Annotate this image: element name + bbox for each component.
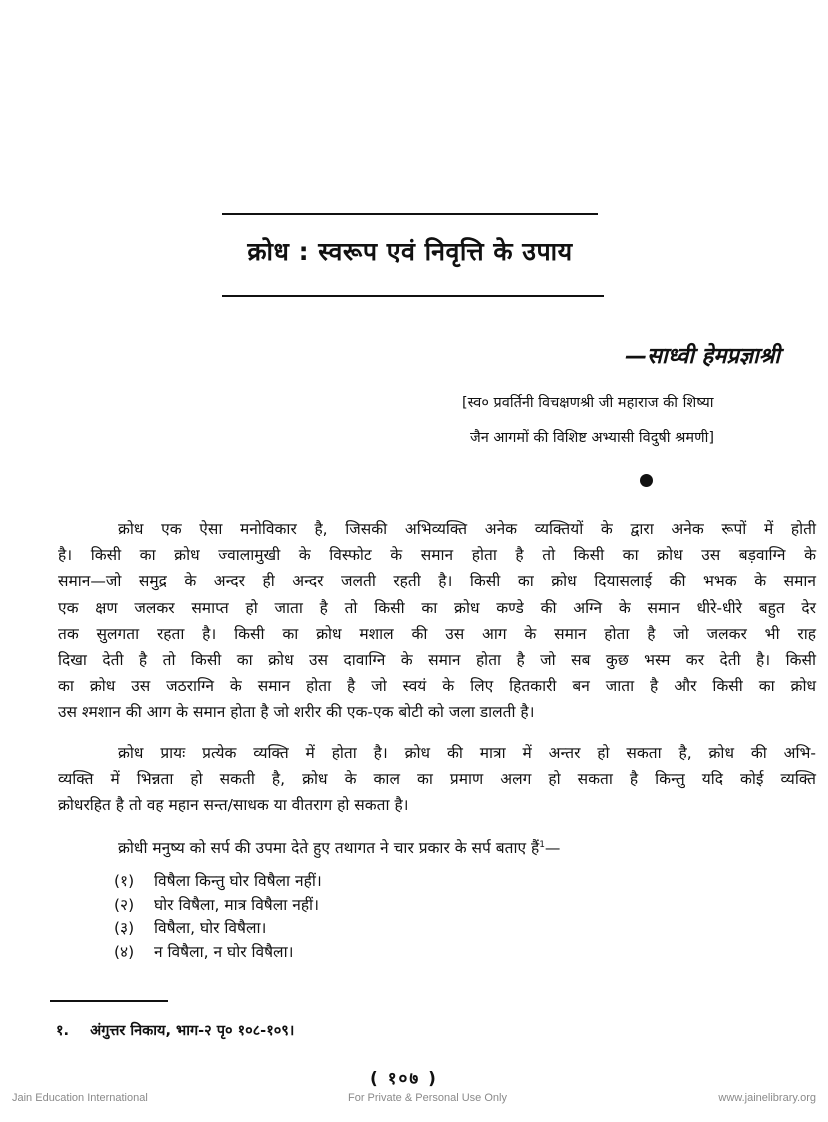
- author-name: —साध्वी हेमप्रज्ञाश्री: [625, 344, 780, 369]
- text-line: क्रोधरहित है तो वह महान सन्त/साधक या वीतराग हो सकता है।: [58, 796, 409, 815]
- list-text: घोर विषैला, मात्र विषैला नहीं।: [154, 895, 319, 914]
- list-item: [114, 941, 322, 965]
- page-number: ( १०७ ): [370, 1069, 438, 1089]
- list-number: (३): [114, 919, 135, 937]
- list-item: [114, 894, 322, 918]
- footnote-rule: [50, 1000, 168, 1002]
- text-line: व्यक्ति में भिन्नता हो सकती है, क्रोध के काल का प्रमाण अलग हो सकता है किन्तु यदि कोई व्यक्ति: [58, 770, 816, 789]
- footnote-number: १.: [56, 1023, 70, 1039]
- text-line: है। किसी का क्रोध ज्वालामुखी के विस्फोट के समान होता है तो किसी का क्रोध उस बड़वाग्नि के: [58, 546, 816, 565]
- paragraph-1: [58, 516, 816, 726]
- text-line: [58, 832, 816, 861]
- list-text: न विषैला, न घोर विषैला।: [154, 942, 294, 961]
- list-item: [114, 870, 322, 894]
- text-line: तक सुलगता रहता है। किसी का क्रोध मशाल की उस आग के समान होता है जो जलकर भी राह: [58, 624, 816, 643]
- text-line: उस श्मशान की आग के समान होता है जो शरीर की एक-एक बोटी को जला डालती है।: [58, 703, 535, 722]
- page-title: क्रोध : स्वरूप एवं निवृत्ति के उपाय: [247, 237, 573, 266]
- footer-website-link[interactable]: www.jainelibrary.org: [718, 1092, 816, 1104]
- footer-usage-note: For Private & Personal Use Only: [348, 1092, 507, 1104]
- title-rule-bottom: [222, 295, 604, 297]
- affiliation-line: [स्व० प्रवर्तिनी विचक्षणश्री जी महाराज की शिष्या: [462, 395, 714, 411]
- text-line: दिखा देती है तो किसी का क्रोध उस दावाग्नि के समान होता है जो सब कुछ भस्म कर देती है। किसी: [58, 651, 816, 670]
- footnote-text: अंगुत्तर निकाय, भाग-२ पृ० १०८-१०९।: [90, 1023, 295, 1039]
- list-number: (२): [114, 895, 135, 914]
- serpent-types-list: [114, 870, 322, 964]
- list-text: विषैला, घोर विषैला।: [154, 919, 267, 937]
- text-line: क्रोध प्रायः प्रत्येक व्यक्ति में होता है। क्रोध की मात्रा में अन्तर हो सकता है, क्रोध की अभि-: [118, 744, 816, 762]
- title-rule-top: [222, 213, 598, 215]
- text-span: क्रोधी मनुष्य को सर्प की उपमा देते हुए तथागत ने चार प्रकार के सर्प बताए हैं: [118, 839, 540, 858]
- list-text: विषैला किन्तु घोर विषैला नहीं।: [154, 872, 322, 890]
- footnote: [56, 1020, 294, 1040]
- text-line: क्रोध एक ऐसा मनोविकार है, जिसकी अभिव्यक्ति अनेक व्यक्तियों के द्वारा अनेक रूपों में होती: [118, 520, 816, 538]
- list-number: (४): [114, 942, 135, 961]
- text-span: —: [544, 839, 561, 858]
- text-line: का क्रोध उस जठराग्नि के समान होता है जो स्वयं के लिए हितकारी बन जाता है और किसी का क्रोध: [58, 677, 816, 696]
- list-item: [114, 917, 322, 941]
- affiliation-line: जैन आगमों की विशिष्ट अभ्यासी विदुषी श्रमणी]: [470, 430, 714, 446]
- section-separator-dot: [640, 474, 653, 487]
- paragraph-2: [58, 740, 816, 819]
- text-line: एक क्षण जलकर समाप्त हो जाता है तो किसी का क्रोध कण्डे की अग्नि के समान धीरे-धीरे बहुत देर: [58, 598, 816, 617]
- list-number: (१): [114, 872, 135, 890]
- footnote-reference[interactable]: 1: [539, 840, 545, 850]
- paragraph-3: [58, 832, 816, 861]
- text-line: समान—जो समुद्र के अन्दर ही अन्दर जलती रहती है। किसी का क्रोध दियासलाई की भभक के समान: [58, 572, 816, 591]
- footer-publisher: Jain Education International: [12, 1092, 148, 1104]
